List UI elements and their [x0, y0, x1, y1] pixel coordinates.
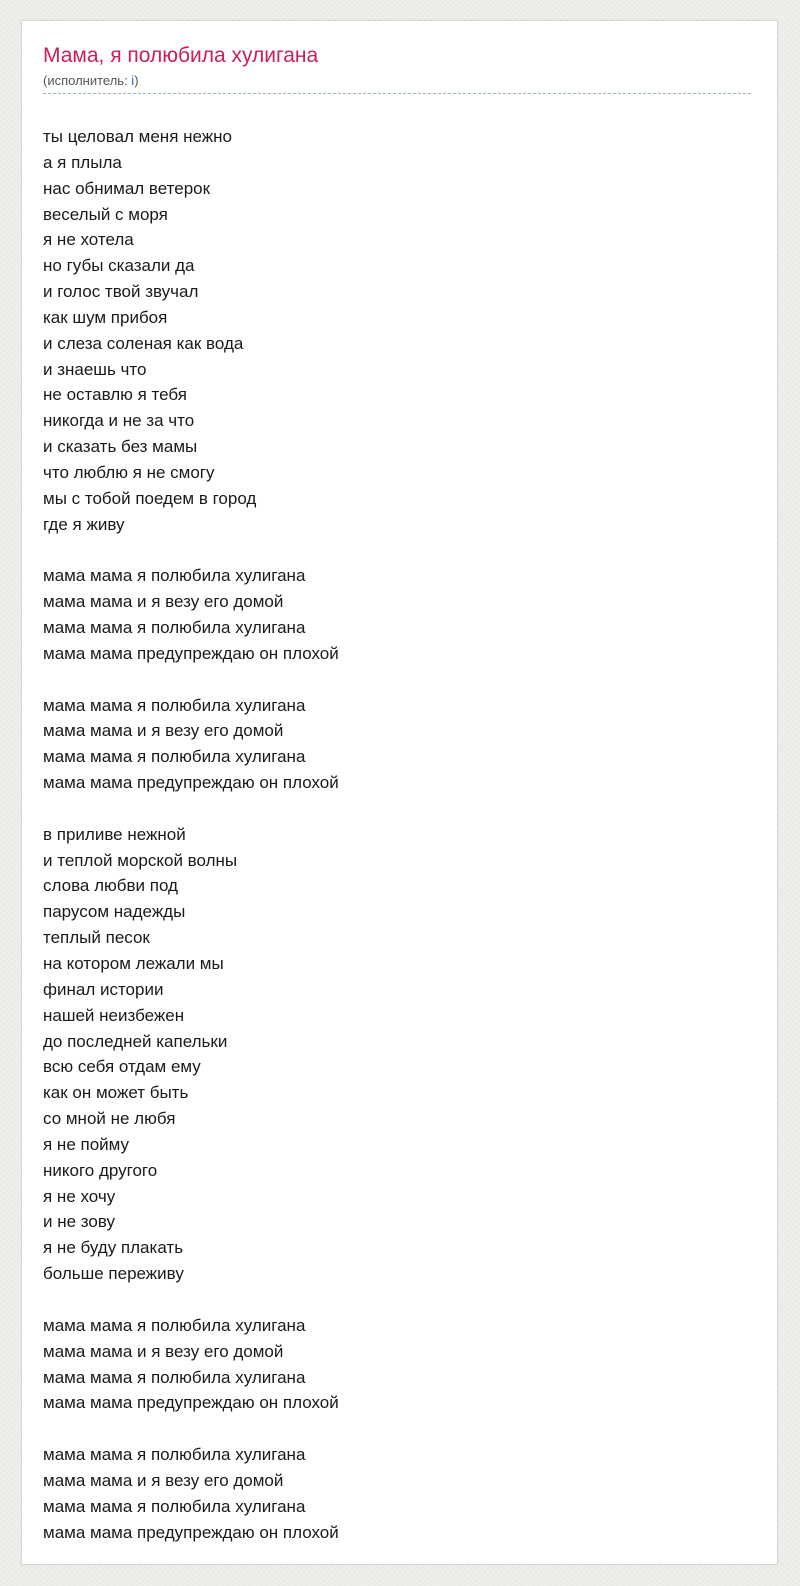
lyric-line: я не хочу — [43, 1186, 116, 1206]
lyric-line: до последней капельки — [43, 1031, 228, 1051]
lyric-line: что люблю я не смогу — [43, 462, 215, 482]
lyric-line: и не зову — [43, 1212, 116, 1232]
lyric-line: финал истории — [43, 979, 164, 999]
lyric-line: не оставлю я тебя — [43, 385, 187, 405]
stanza-break — [43, 538, 743, 564]
lyric-line: мама мама и я везу его домой — [43, 721, 284, 741]
lyric-line: слова любви под — [43, 876, 178, 896]
lyric-line: мама мама и я везу его домой — [43, 1341, 284, 1361]
artist-credit — [43, 73, 139, 89]
lyric-line: мама мама я полюбила хулигана — [43, 618, 306, 638]
lyric-line: мама мама я полюбила хулигана — [43, 1315, 306, 1335]
lyrics-card — [21, 20, 778, 1565]
song-title: Мама, я полюбила хулигана — [43, 44, 319, 67]
stanza-break — [43, 796, 743, 822]
artist-link[interactable]: i — [131, 73, 135, 88]
artist-suffix: ) — [134, 73, 139, 88]
stanza-break — [43, 667, 743, 693]
lyric-line: как шум прибоя — [43, 307, 168, 327]
lyric-line: мама мама предупреждаю он плохой — [43, 1522, 339, 1542]
lyric-line: никогда и не за что — [43, 411, 195, 431]
lyric-line: мама мама я полюбила хулигана — [43, 695, 306, 715]
lyric-line: всю себя отдам ему — [43, 1057, 201, 1077]
lyric-line: веселый с моря — [43, 204, 168, 224]
lyric-line: мама мама я полюбила хулигана — [43, 566, 306, 586]
lyric-line: мама мама я полюбила хулигана — [43, 1367, 306, 1387]
lyric-line: и сказать без мамы — [43, 437, 198, 457]
lyric-line: где я живу — [43, 514, 125, 534]
lyric-line: со мной не любя — [43, 1109, 176, 1129]
lyric-line: мы с тобой поедем в город — [43, 488, 257, 508]
lyric-line: и голос твой звучал — [43, 282, 199, 302]
lyric-line: я не хотела — [43, 230, 134, 250]
lyric-line: мама мама предупреждаю он плохой — [43, 643, 339, 663]
lyric-line: и слеза соленая как вода — [43, 333, 244, 353]
lyric-line: никого другого — [43, 1160, 158, 1180]
title-divider — [43, 93, 751, 94]
lyric-line: и знаешь что — [43, 359, 147, 379]
stanza-break — [43, 1287, 743, 1313]
artist-prefix: (исполнитель: — [43, 73, 132, 88]
lyric-line: больше переживу — [43, 1264, 184, 1284]
lyric-line: мама мама предупреждаю он плохой — [43, 1393, 339, 1413]
lyric-line: парусом надежды — [43, 902, 186, 922]
lyric-line: нас обнимал ветерок — [43, 178, 211, 198]
lyric-line: на котором лежали мы — [43, 954, 224, 973]
lyric-line: в приливе нежной — [43, 824, 186, 844]
lyric-line: нашей неизбежен — [43, 1005, 185, 1025]
lyric-line: ты целовал меня нежно — [43, 127, 232, 146]
lyric-line: я не буду плакать — [43, 1238, 184, 1258]
lyric-line: мама мама я полюбила хулигана — [43, 747, 306, 767]
lyrics-text — [43, 124, 743, 1545]
lyric-line: мама мама предупреждаю он плохой — [43, 773, 339, 793]
lyric-line: мама мама и я везу его домой — [43, 592, 284, 612]
lyric-line: как он может быть — [43, 1083, 189, 1103]
stanza-break — [43, 1416, 743, 1442]
lyric-line: мама мама я полюбила хулигана — [43, 1496, 306, 1516]
lyric-line: мама мама я полюбила хулигана — [43, 1445, 306, 1465]
lyric-line: и теплой морской волны — [43, 850, 238, 870]
lyric-line: а я плыла — [43, 152, 122, 172]
lyric-line: но губы сказали да — [43, 256, 195, 276]
lyric-line: мама мама и я везу его домой — [43, 1470, 284, 1490]
lyric-line: я не пойму — [43, 1134, 130, 1154]
lyric-line: теплый песок — [43, 928, 150, 948]
